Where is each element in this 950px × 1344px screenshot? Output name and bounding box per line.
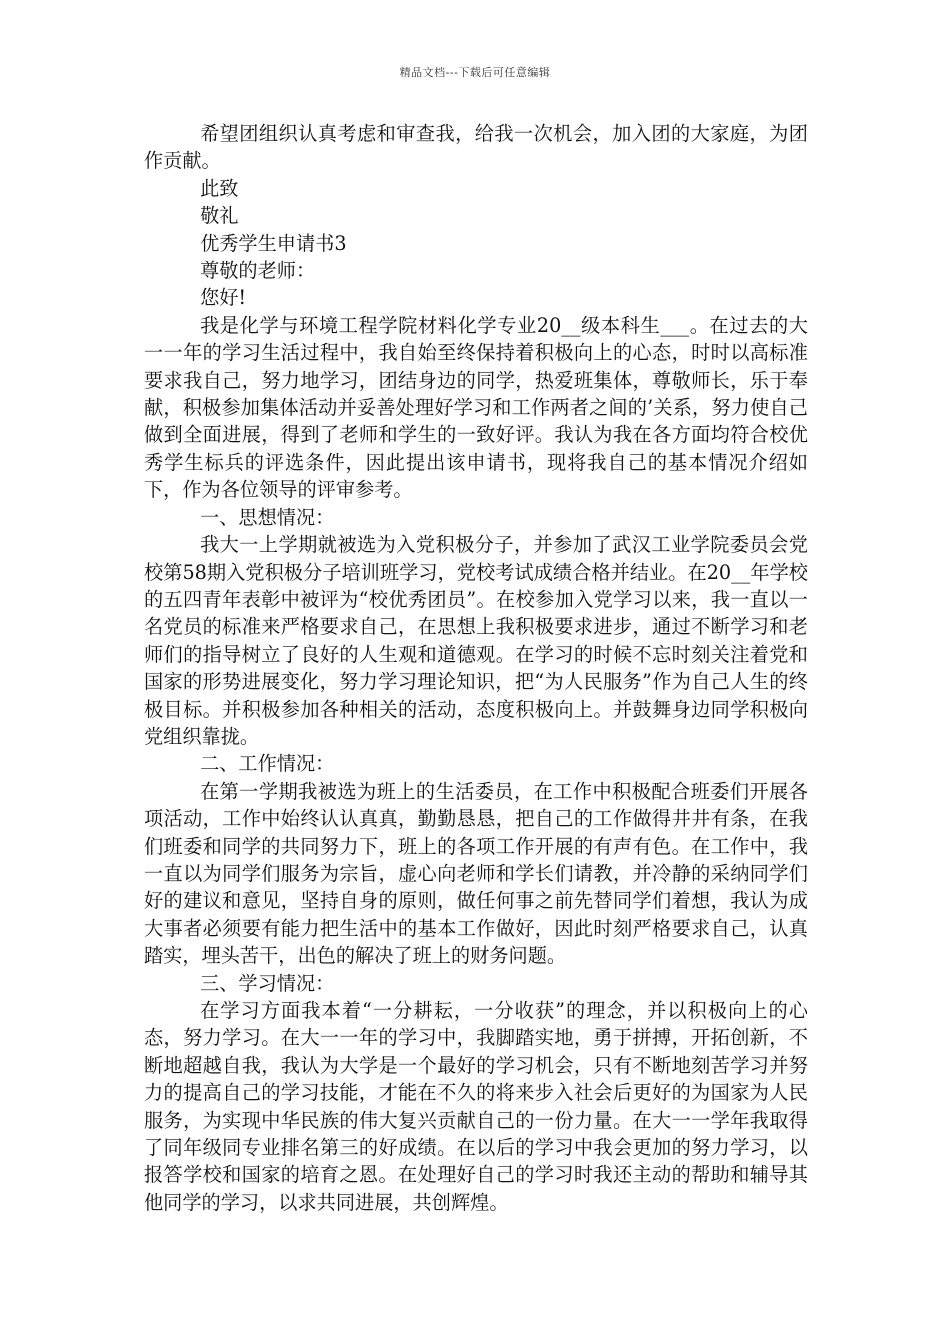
work-paragraph: 在第一学期我被选为班上的生活委员，在工作中积极配合班委们开展各项活动，工作中始终认认真真，勤勤恳恳，把自己的工作做得井井有条，在我们班委和同学的共同努力下，班上的各项工作开展的有声有色。在工作中，我一直以为同学们服务为宗旨，虚心向老师和学长们请教，并冷静的采纳同学们好的建议和意见，坚持自身的原则，做任何事之前先替同学们着想，我认为成大事者必须要有能力把生活中的基本工作做好，因此时刻严格要求自己，认真踏实，埋头苦干，出色的解决了班上的财务问题。 bbox=[144, 779, 808, 968]
salutation-jingli: 敬礼 bbox=[200, 204, 239, 228]
intro-paragraph: 我是化学与环境工程学院材料化学专业20__级本科生___。在过去的大一一年的学习生活过程中，我自始至终保持着积极向上的心态，时时以高标准要求我自己，努力地学习，团结身边的同学，热爱班集体，尊敬师长，乐于奉献，积极参加集体活动并妥善处理好学习和工作两者之间的’关系，努力使自己做到全面进展，得到了老师和学生的一致好评。我认为我在各方面均符合校优秀学生标兵的评选条件，因此提出该申请书，现将我自己的基本情况介绍如下，作为各位领导的评审参考。 bbox=[144, 313, 808, 502]
closing-paragraph: 希望团组织认真考虑和审查我，给我一次机会，加入团的大家庭，为团作贡献。 bbox=[144, 122, 808, 173]
section-title: 优秀学生申请书3 bbox=[200, 231, 347, 255]
greeting-addressee: 尊敬的老师： bbox=[200, 259, 316, 283]
heading-work: 二、工作情况： bbox=[200, 752, 335, 776]
study-paragraph: 在学习方面我本着“一分耕耘，一分收获”的理念，并以积极向上的心态，努力学习。在大一一年的学习中，我脚踏实地，勇于拼搏，开拓创新，不断地超越自我，我认为大学是一个最好的学习机会，只有不断地刻苦学习并努力的提高自己的学习技能，才能在不久的将来步入社会后更好的为国家为人民服务，为实现中华民族的伟大复兴贡献自己的一份力量。在大一一学年我取得了同年级同专业排名第三的好成绩。在以后的学习中我会更加的努力学习，以报答学校和国家的培育之恩。在处理好自己的学习时我还主动的帮助和辅导其他同学的学习，以求共同进展，共创辉煌。 bbox=[144, 999, 808, 1214]
salutation-cizhi: 此致 bbox=[200, 176, 239, 200]
greeting-hello: 您好! bbox=[200, 286, 247, 310]
page-header: 精品文档---下载后可任意编辑 bbox=[399, 66, 551, 79]
document-body bbox=[144, 120, 808, 1216]
heading-study: 三、学习情况： bbox=[200, 971, 335, 995]
heading-thought: 一、思想情况： bbox=[200, 505, 335, 529]
thought-paragraph: 我大一上学期就被选为入党积极分子，并参加了武汉工业学院委员会党校第58期入党积极分子培训班学习，党校考试成绩合格并结业。在20__年学校的五四青年表彰中被评为“校优秀团员”。在校参加入党学习以来，我一直以一名党员的标准来严格要求自己，在思想上我积极要求进步，通过不断学习和老师们的指导树立了良好的人生观和道德观。在学习的时候不忘时刻关注着党和国家的形势进展变化，努力学习理论知识，把“为人民服务”作为自己人生的终极目标。并积极参加各种相关的活动，态度积极向上。并鼓舞身边同学积极向党组织靠拢。 bbox=[144, 533, 808, 748]
